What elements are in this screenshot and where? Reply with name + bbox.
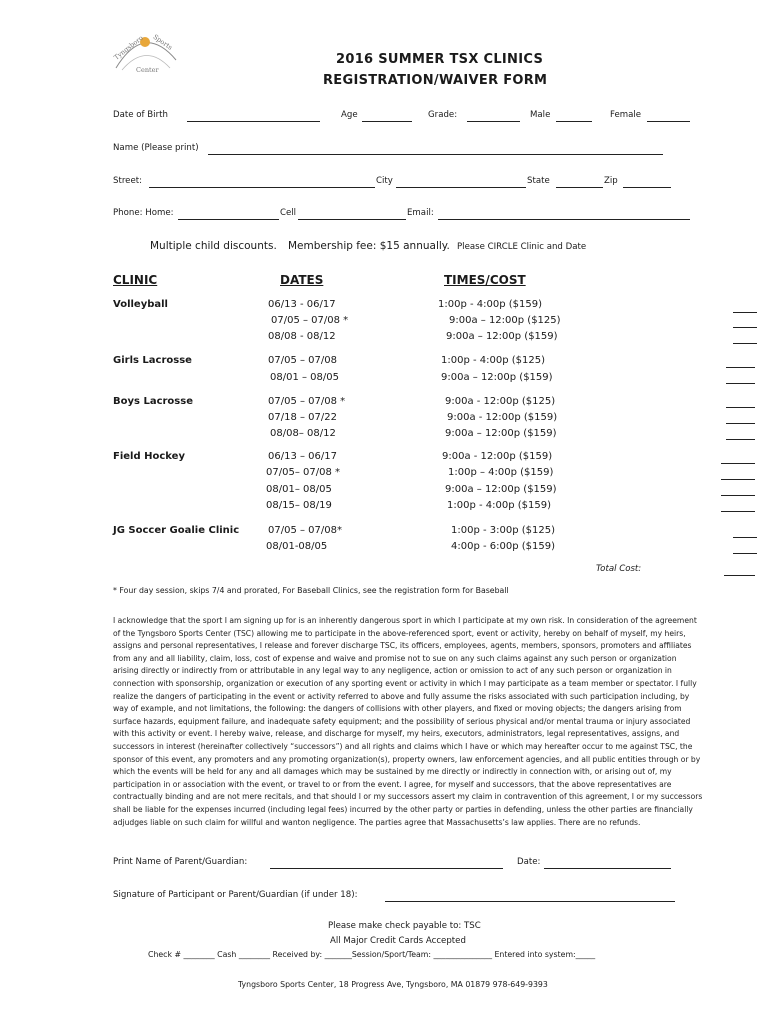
selection-line[interactable] (721, 463, 755, 464)
clinic-time[interactable]: 9:00a – 12:00p ($159) (445, 428, 557, 439)
clinic-time[interactable]: 9:00a – 12:00p ($125) (449, 315, 561, 326)
age-field[interactable] (362, 121, 412, 122)
cell-field[interactable] (298, 219, 406, 220)
clinic-name: Volleyball (113, 299, 168, 310)
clinic-date[interactable]: 06/13 - 06/17 (268, 299, 336, 310)
col-dates-header: DATES (280, 273, 324, 287)
circle-instruction: Please CIRCLE Clinic and Date (457, 242, 587, 252)
clinic-date[interactable]: 06/13 – 06/17 (268, 451, 337, 462)
grade-label: Grade: (428, 110, 458, 120)
state-label: State (527, 176, 550, 186)
street-field[interactable] (149, 187, 375, 188)
clinic-time[interactable]: 1:00p – 4:00p ($159) (448, 467, 554, 478)
office-use-line: Check # ________ Cash ________ Received by: _______Session/Sport/Team: _______________ Entered into system:_____ (148, 950, 596, 959)
selection-line[interactable] (733, 312, 757, 313)
clinic-name: Boys Lacrosse (113, 396, 193, 407)
age-label: Age (341, 110, 358, 120)
svg-text:Sports: Sports (151, 32, 174, 52)
dob-label: Date of Birth (113, 110, 168, 120)
male-label: Male (530, 110, 551, 120)
footer-address: Tyngsboro Sports Center, 18 Progress Ave, Tyngsboro, MA 01879 978-649-9393 (238, 980, 548, 989)
clinic-time[interactable]: 9:00a – 12:00p ($159) (445, 484, 557, 495)
selection-line[interactable] (726, 407, 755, 408)
selection-line[interactable] (721, 495, 755, 496)
footnote: * Four day session, skips 7/4 and prorated, For Baseball Clinics, see the registration form for Baseball (113, 586, 509, 595)
email-field[interactable] (438, 219, 690, 220)
clinic-date[interactable]: 08/01-08/05 (266, 541, 328, 552)
dob-field[interactable] (187, 121, 320, 122)
clinic-name: Field Hockey (113, 451, 185, 462)
female-label: Female (610, 110, 642, 120)
discount-notice: Multiple child discounts. (150, 240, 277, 252)
clinic-date[interactable]: 08/08 - 08/12 (268, 331, 336, 342)
city-field[interactable] (396, 187, 526, 188)
signature-label: Signature of Participant or Parent/Guardian (if under 18): (113, 890, 358, 900)
clinic-time[interactable]: 1:00p - 4:00p ($125) (441, 355, 546, 366)
selection-line[interactable] (733, 343, 757, 344)
clinic-name: Girls Lacrosse (113, 355, 192, 366)
membership-fee: Membership fee: $15 annually. (288, 240, 450, 252)
female-field[interactable] (647, 121, 690, 122)
phone-home-label: Phone: Home: (113, 208, 174, 218)
selection-line[interactable] (733, 537, 757, 538)
cell-label: Cell (280, 208, 297, 218)
clinic-time[interactable]: 9:00a - 12:00p ($159) (442, 451, 553, 462)
clinic-date[interactable]: 07/05 – 07/08* (268, 525, 342, 536)
total-cost-field[interactable] (724, 575, 755, 576)
clinic-date[interactable]: 08/01 – 08/05 (270, 372, 339, 383)
signature-field[interactable] (385, 901, 675, 902)
form-title-line1: 2016 SUMMER TSX CLINICS (336, 52, 544, 67)
svg-text:Center: Center (136, 66, 159, 74)
selection-line[interactable] (733, 553, 757, 554)
clinic-time[interactable]: 9:00a – 12:00p ($159) (446, 331, 558, 342)
selection-line[interactable] (733, 327, 757, 328)
grade-field[interactable] (467, 121, 520, 122)
date-field[interactable] (544, 868, 671, 869)
clinic-time[interactable]: 9:00a - 12:00p ($159) (447, 412, 558, 423)
print-name-label: Print Name of Parent/Guardian: (113, 857, 248, 867)
clinic-name: JG Soccer Goalie Clinic (113, 525, 240, 536)
clinic-date[interactable]: 07/05 – 07/08 (268, 355, 337, 366)
street-label: Street: (113, 176, 143, 186)
clinic-time[interactable]: 9:00a - 12:00p ($125) (445, 396, 556, 407)
clinic-date[interactable]: 08/01– 08/05 (266, 484, 332, 495)
clinic-date[interactable]: 07/05 – 07/08 * (268, 396, 346, 407)
selection-line[interactable] (721, 479, 755, 480)
selection-line[interactable] (726, 383, 755, 384)
credit-cards: All Major Credit Cards Accepted (330, 936, 466, 946)
clinic-time[interactable]: 4:00p - 6:00p ($159) (451, 541, 556, 552)
check-payable: Please make check payable to: TSC (328, 921, 481, 931)
selection-line[interactable] (721, 511, 755, 512)
zip-label: Zip (604, 176, 618, 186)
clinic-time[interactable]: 1:00p - 4:00p ($159) (438, 299, 543, 310)
name-label: Name (Please print) (113, 143, 199, 153)
date-label: Date: (517, 857, 541, 867)
city-label: City (376, 176, 393, 186)
clinic-time[interactable]: 9:00a – 12:00p ($159) (441, 372, 553, 383)
selection-line[interactable] (726, 423, 755, 424)
tsc-logo (108, 28, 182, 76)
col-clinic-header: CLINIC (113, 273, 158, 287)
clinic-date[interactable]: 08/08– 08/12 (270, 428, 336, 439)
email-label: Email: (407, 208, 434, 218)
waiver-text: I acknowledge that the sport I am signing up for is an inherently dangerous sport in which I participate at my own risk. In consideration of the agreement of the Tyngsboro Sports Center (TSC) allowing me to participate in the above-referenced sport, event or activity, hereby on behalf of myself, my heirs, assigns and personal representatives, I release and forever discharge TSC, its officers, employees, agents, members, sponsors, promoters and affiliates from any and all liability, claim, loss, cost of expense and waive and promise not to sue on any such claims against any such person or organization arising directly or indirectly from or attributable in any legal way to any negligence, action or omission to act of any such person or organization in connection with sponsorship, organization or execution of any sporting event or activity in which I may participate as a team member or spectator. I fully realize the dangers of participating in the event or activity referred to above and fully assume the risks associated with such participation including, by way of example, and not limitations, the following: the dangers of collisions with other players, and fixed or moving objects; the dangers arising from surface hazards, equipment failure, and inadequate safety equipment; and the possibility of serious physical and/or mental trauma or injury associated with this activity or event. I hereby waive, release, and discharge for myself, my heirs, executors, administrators, legal representatives, assigns, and successors in interest (hereinafter collectively “successors”) and all rights and claims which I have or which may hereafter occur to me against TSC, the sponsor of this event, any promoters and any promoting organization(s), property owners, law enforcement agencies, and all public entities through or by which the events will be held for any and all damages which may be sustained by me directly or indirectly in connection with, or arising out of, my participation in or association with the event, or travel to or from the event. I agree, for myself and successors, that the above representatives are contractually binding and are not mere recitals, and that should I or my successors assert my claim in contravention of this agreement, I or my successors shall be liable for the expenses incurred (including legal fees) incurred by the other party or parties in defending, unless the other parties are financially adjudges liable on such claim for willful and wanton negligence. The parties agree that Massachusetts’s law applies. There are no refunds. (113, 616, 703, 827)
col-times-header: TIMES/COST (444, 273, 526, 287)
male-field[interactable] (556, 121, 592, 122)
svg-text:Tyngsboro: Tyngsboro (112, 33, 145, 62)
clinic-time[interactable]: 1:00p - 3:00p ($125) (451, 525, 556, 536)
selection-line[interactable] (726, 439, 755, 440)
total-cost-label: Total Cost: (596, 564, 642, 574)
print-name-field[interactable] (270, 868, 503, 869)
clinic-date[interactable]: 07/05– 07/08 * (266, 467, 340, 478)
clinic-date[interactable]: 08/15– 08/19 (266, 500, 332, 511)
clinic-time[interactable]: 1:00p - 4:00p ($159) (447, 500, 552, 511)
name-field[interactable] (208, 154, 663, 155)
clinic-date[interactable]: 07/18 – 07/22 (268, 412, 337, 423)
form-title-line2: REGISTRATION/WAIVER FORM (323, 73, 548, 88)
selection-line[interactable] (726, 367, 755, 368)
clinic-date[interactable]: 07/05 – 07/08 * (271, 315, 349, 326)
zip-field[interactable] (623, 187, 671, 188)
phone-home-field[interactable] (178, 219, 279, 220)
state-field[interactable] (556, 187, 603, 188)
